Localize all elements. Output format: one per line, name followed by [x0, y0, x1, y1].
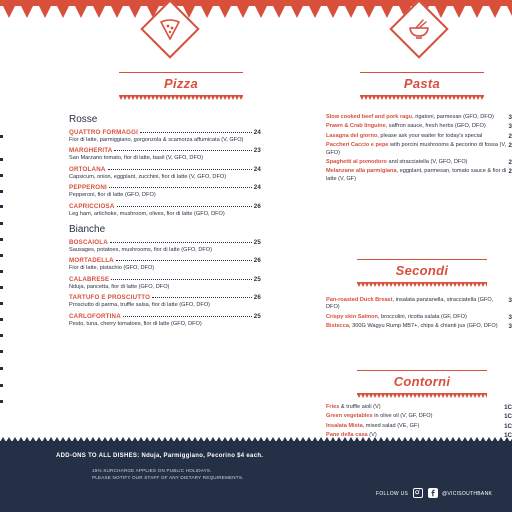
pizza-price: 25: [253, 275, 261, 283]
dish-name: Fries: [326, 404, 340, 410]
secondi-item: [326, 314, 512, 321]
dish-price: 3: [508, 297, 512, 304]
pizza-item: [69, 257, 261, 272]
contorni-item-text: [326, 404, 508, 411]
pasta-item: [326, 133, 512, 140]
pizza-item-row: [69, 129, 261, 136]
pasta-item-text: [326, 159, 508, 166]
pizza-name: CAPRICCIOSA: [69, 202, 115, 210]
addons-note: ADD-ONS TO ALL DISHES: Nduja, Parmiggiano, Pecorino $4 each.: [56, 453, 264, 459]
rosse-heading: Rosse: [69, 114, 98, 125]
pasta-item-text: [326, 142, 508, 157]
pizza-item-row: [69, 166, 261, 173]
secondi-item-text: [326, 323, 508, 330]
pizza-item-row: [69, 147, 261, 154]
dish-name: Pan-roasted Duck Breast: [326, 297, 393, 303]
pizza-price: 24: [253, 129, 261, 136]
secondi-list: [326, 297, 512, 333]
dot-leader: [123, 316, 252, 317]
dietary-note: PLEASE NOTIFY OUR STAFF OF ANY DIETARY REQUIREMENTS.: [92, 475, 244, 480]
dish-description: , saffron sauce, fresh herbs (GFO, DFO): [385, 123, 486, 130]
dot-leader: [114, 150, 251, 151]
pizza-name: MARGHERITA: [69, 147, 113, 155]
pizza-item: [69, 147, 261, 162]
surcharge-note: 15% SURCHARGE APPLIES ON PUBLIC HOLIDAYS.: [92, 468, 212, 473]
contorni-item: [326, 423, 512, 430]
dish-price: 1C: [504, 432, 512, 440]
pizza-price: 24: [253, 165, 261, 173]
pizza-item: [69, 294, 261, 309]
dish-name: Green vegetables: [326, 413, 373, 420]
dot-leader: [152, 297, 252, 298]
dish-price: 2: [508, 168, 512, 176]
pizza-description: Capsicum, onion, eggplant, zucchini, fior di latte (V, GFO, DFO): [69, 173, 227, 180]
fringe-decoration: [357, 394, 487, 398]
rosse-list: [69, 129, 261, 218]
pasta-item-text: [326, 114, 508, 121]
fringe-decoration: [119, 96, 243, 100]
contorni-list: [326, 404, 512, 442]
pizza-description: Fior di latte, parmiggiano, gorgonzola & scamorza affumicata (V, GFO): [69, 137, 244, 143]
pizza-price: 25: [253, 312, 261, 320]
contorni-item-text: [326, 423, 508, 430]
dish-description: with porcini mushrooms & pecorino di fossa (V, GFO): [326, 142, 507, 156]
pizza-column: [69, 114, 261, 331]
pizza-name: CALABRESE: [69, 275, 110, 283]
dot-leader: [108, 169, 252, 170]
secondi-item: [326, 297, 512, 312]
dish-description: , insalata panzanella, stracciatella (GFO, DFO): [326, 297, 494, 311]
pizza-description: Leg ham, artichoke, mushroom, olives, fior di latte (GFO, DFO): [69, 210, 225, 217]
pizza-item-row: [69, 203, 261, 210]
dish-name: Bistecca: [326, 323, 350, 330]
dot-leader: [117, 206, 252, 207]
fringe-decoration: [360, 96, 484, 100]
contorni-section-header: [357, 368, 487, 402]
contorni-item: [326, 413, 512, 420]
dish-price: 1C: [504, 422, 512, 430]
pizza-description: Pepperoni, fior di latte (GFO, DFO): [69, 192, 156, 199]
dish-name: Melanzane alla parmigiana: [326, 168, 397, 175]
pizza-name: CARLOFORTINA: [69, 312, 121, 320]
pizza-item: [69, 166, 261, 181]
dish-description: , 300G Wagyu Rump MB7+, chips & chianti jus (GFO, DFO): [349, 323, 498, 330]
pasta-item: [326, 168, 512, 183]
pizza-item-row: [69, 276, 261, 283]
pizza-item: [69, 276, 261, 291]
pasta-item: [326, 159, 512, 166]
pizza-item: [69, 184, 261, 199]
pizza-name: BOSCAIOLA: [69, 239, 108, 247]
footer-bar: [0, 441, 512, 512]
pizza-description: Fior di latte, pistachio (GFO, DFO): [69, 265, 155, 272]
contorni-item-text: [326, 413, 508, 420]
pasta-item: [326, 123, 512, 130]
pizza-item-row: [69, 184, 261, 191]
secondi-item-text: [326, 297, 508, 312]
dish-name: Paccheri Caccio e pepe: [326, 142, 389, 149]
pizza-name: PEPPERONI: [69, 184, 107, 192]
dish-name: Prawn & Crab linguine: [326, 123, 386, 130]
dot-leader: [109, 187, 252, 188]
contorni-title: Contorni: [393, 374, 451, 389]
pizza-item-row: [69, 257, 261, 264]
pizza-price: 26: [253, 202, 261, 210]
social-handle[interactable]: @VICISOUTHBANK: [442, 491, 493, 497]
secondi-item: [326, 323, 512, 330]
dish-description: (V): [367, 432, 377, 439]
contorni-item: [326, 404, 512, 411]
dish-description: , rigatoni, parmesan (GFO, DFO): [412, 114, 494, 120]
pizza-price: 26: [253, 294, 261, 302]
dish-price: 3: [508, 323, 512, 331]
dish-description: & truffle aioli (V): [339, 404, 381, 410]
pasta-title: Pasta: [403, 76, 441, 91]
pasta-item-text: [326, 168, 508, 183]
pizza-name: MORTADELLA: [69, 257, 114, 265]
dish-description: , eggplant, parmesan, tomato sauce & fior di latte (V, GF): [326, 168, 507, 182]
pizza-name: QUATTRO FORMAGGI: [69, 129, 139, 136]
pizza-description: Prosciutto di parma, truffle salsa, fior di latte (GFO, DFO): [69, 302, 211, 309]
dish-description: , broccolini, ricotta salata (GF, DFO): [377, 313, 467, 320]
dish-description: , mixed salad (VE, GF): [362, 422, 420, 429]
instagram-icon[interactable]: [413, 488, 423, 498]
pizza-item: [69, 203, 261, 218]
pizza-title: Pizza: [163, 76, 198, 91]
pasta-item-text: [326, 133, 508, 140]
pizza-item-row: [69, 313, 261, 320]
dish-name: Pane della casa: [326, 432, 368, 439]
dish-price: 3: [508, 313, 512, 321]
pasta-section-header: [360, 70, 484, 104]
bianche-list: [69, 239, 261, 328]
follow-us-label: FOLLOW US: [376, 491, 409, 497]
pasta-item: [326, 114, 512, 121]
pizza-item-row: [69, 294, 261, 301]
pizza-price: 24: [253, 184, 261, 192]
pasta-list: [326, 114, 512, 185]
dish-name: Lasagna del giorno: [326, 132, 378, 139]
dish-price: 1C: [504, 404, 512, 411]
dish-name: Insalata Mista: [326, 422, 363, 429]
pasta-item-text: [326, 123, 508, 130]
pizza-item-row: [69, 239, 261, 246]
secondi-section-header: [357, 257, 487, 291]
dish-price: 3: [508, 123, 512, 131]
dot-leader: [111, 279, 251, 280]
dish-name: Spaghetti al pomodoro: [326, 159, 387, 166]
dish-name: Crispy skin Salmon: [326, 313, 378, 320]
dish-price: 3: [508, 114, 512, 121]
pizza-item: [69, 313, 261, 328]
pizza-description: Nduja, pancetta, fior di latte (GFO, DFO): [69, 283, 170, 290]
pizza-description: San Marzano tomato, fior di latte, basil (V, GFO, DFO): [69, 155, 204, 162]
dish-price: 2: [508, 142, 512, 150]
dish-price: 2: [508, 132, 512, 140]
secondi-item-text: [326, 314, 508, 321]
pizza-name: ORTOLANA: [69, 165, 106, 173]
pizza-price: 25: [253, 239, 261, 247]
fringe-decoration: [357, 283, 487, 287]
dish-price: 2: [508, 159, 512, 167]
pizza-price: 26: [253, 257, 261, 265]
dish-description: , please ask your waiter for today's special: [377, 132, 483, 139]
pizza-item: [69, 239, 261, 254]
bianche-heading: Bianche: [69, 224, 106, 236]
footer-zigzag: [0, 437, 512, 442]
pasta-item: [326, 142, 512, 157]
pizza-description: Sausages, potatoes, mushrooms, fior di latte (GFO, DFO): [69, 247, 213, 254]
dish-name: Slow cooked beef and pork ragu: [326, 114, 413, 120]
dot-leader: [116, 260, 252, 261]
dot-leader: [110, 242, 252, 243]
pizza-description: Pesto, tuna, cherry tomatoes, fior di latte (GFO, DFO): [69, 320, 202, 327]
dish-description: in olive oil (V, GF, DFO): [372, 413, 433, 420]
pizza-section-header: [119, 70, 243, 104]
dish-description: and stracciatella (V, GFO, DFO): [386, 159, 468, 166]
pizza-price: 23: [253, 147, 261, 155]
facebook-icon[interactable]: [428, 488, 438, 498]
pizza-item: [69, 129, 261, 144]
dot-leader: [140, 132, 252, 133]
dish-price: 1C: [504, 413, 512, 421]
pizza-name: TARTUFO E PROSCIUTTO: [69, 294, 151, 302]
secondi-title: Secondi: [395, 263, 449, 278]
